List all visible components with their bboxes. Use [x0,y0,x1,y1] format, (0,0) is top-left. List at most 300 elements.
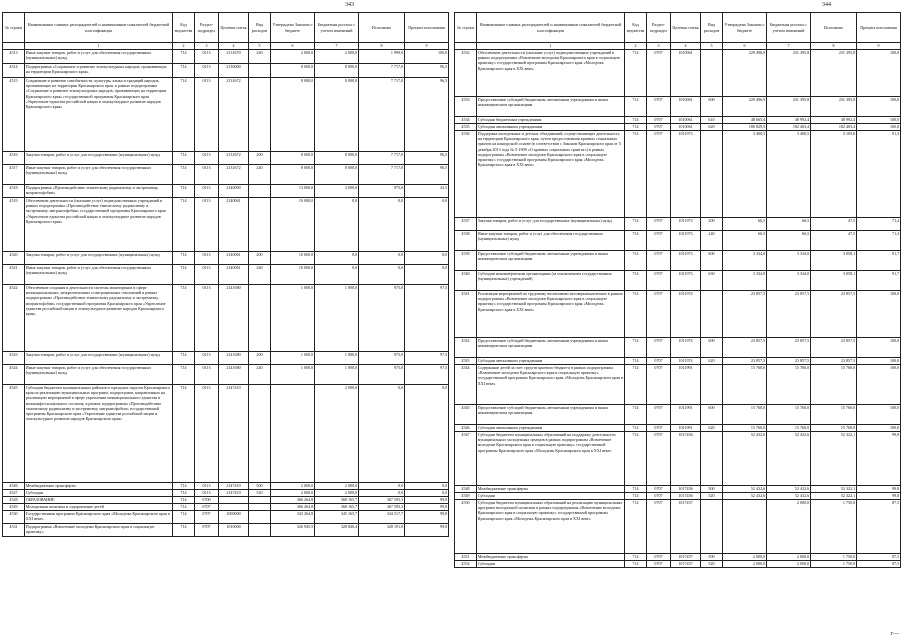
row-name: Субсидии бюджетам муниципальных районов и городских округов Красноярского края на реализацию муниципальных программ, подпрограмм, направленных на реализацию мероприятий в сфере укрепления межнационального единства и межконфессионального согласия, в рамках подпрограммы «Противодействие этническому радикализму и экстремизму, мигрантофобии» государственной программы Красноярского края «Укрепление единства российской нации и этнокультурное развитие народов Красноярского края» [25,384,173,482]
dept-code: 714 [173,151,195,164]
budget-list-amount: 3 334,0 [767,270,811,290]
approved-amount: 180 829,5 [723,123,767,130]
column-number: 9 [405,43,449,50]
row-number: 4542 [455,337,477,357]
expense-type: 240 [249,364,271,384]
approved-amount: 3 334,0 [723,270,767,290]
budget-list-amount: 15 760,0 [767,364,811,404]
dept-code: 714 [625,123,647,130]
approved-amount: 2 000,0 [271,49,315,63]
expense-type: 520 [701,492,723,499]
dept-code: 714 [625,431,647,485]
dept-code: 714 [173,63,195,77]
column-number: 3 [647,43,671,50]
executed-amount: 0,0 [359,482,405,489]
dept-code: 714 [625,553,647,560]
table-row [455,553,901,560]
budget-list-amount: 8 000,0 [315,151,359,164]
executed-amount: 15 760,0 [811,424,857,431]
header-cell: Целевая статья [671,13,701,43]
row-name: Межбюджетные трансферты [25,482,173,489]
execution-percent: 99,8 [405,510,449,523]
executed-amount: 231 395,8 [811,96,857,116]
approved-amount: 15 760,0 [723,424,767,431]
execution-percent: 97,5 [405,364,449,384]
executed-amount: 0,0 [359,384,405,482]
expense-type: 620 [701,357,723,364]
executed-amount: 975,0 [359,351,405,364]
row-name: Иные закупки товаров, работ и услуг для обеспечения государственных (муниципальных) нужд [25,49,173,63]
target-item: 1000000 [219,510,249,523]
section-code: 0113 [195,164,219,184]
dept-code: 714 [625,357,647,364]
table-row [455,230,901,250]
table-row [3,384,449,482]
table-row [455,116,901,123]
target-item: 1010061 [671,96,701,116]
dept-code: 714 [625,560,647,567]
row-name: Иные закупки товаров, работ и услуг для обеспечения государственных (муниципальных) нужд [477,230,625,250]
dept-code: 714 [625,492,647,499]
budget-list-amount: 231 395,8 [767,49,811,96]
budget-list-amount: 3 334,0 [767,250,811,270]
column-number: 9 [857,43,901,50]
target-item: 2131672 [219,164,249,184]
table-row [3,197,449,251]
row-number: 4533 [455,96,477,116]
table-row [3,523,449,536]
right-page [454,12,900,568]
budget-list-amount: 182 403,4 [767,123,811,130]
table-row [3,510,449,523]
execution-percent: 99,8 [405,496,449,503]
column-number: 4 [219,43,249,50]
budget-list-amount: 328 846,4 [315,523,359,536]
column-number: 7 [315,43,359,50]
table-row [455,492,901,499]
row-number: 4525 [3,384,25,482]
approved-amount: 23 857,5 [723,357,767,364]
header-cell: Процент исполнения [405,13,449,43]
table-row [3,264,449,284]
row-number: 4528 [3,496,25,503]
expense-type: 200 [249,251,271,264]
target-item: 2141680 [219,351,249,364]
execution-percent: 99,8 [857,492,901,499]
row-number: 4545 [455,404,477,424]
row-number: 4537 [455,217,477,230]
executed-amount: 182 403,4 [811,123,857,130]
approved-amount: 366 264,8 [271,503,315,510]
approved-amount: 8 000,0 [271,77,315,151]
column-number: 7 [767,43,811,50]
section-code: 0707 [647,364,671,404]
row-name: Закупка товаров, работ и услуг для государственных (муниципальных) нужд [25,151,173,164]
column-number: 1 [477,43,625,50]
target-item: 1017457 [671,499,701,553]
table-row [455,217,901,230]
execution-percent: 0,0 [405,384,449,482]
dept-code: 714 [625,485,647,492]
row-name: Субсидии бюджетам муниципальных образований на поддержку деятельности муниципальных молодежных центров в рамках подпрограммы «Вовлечение молодежи Красноярского края в социальную практику» государственной программы Красноярского края «Молодежь Красноярского края в XXI веке» [477,431,625,485]
expense-type: 240 [249,49,271,63]
header-cell: Целевая статья [219,13,249,43]
table-row [3,63,449,77]
target-item: 1010061 [671,123,701,130]
budget-list-amount: 368 165,7 [315,496,359,503]
executed-amount: 1 999,0 [359,49,405,63]
execution-percent: 99,8 [857,431,901,485]
expense-type: 200 [701,217,723,230]
approved-amount: 10 000,0 [271,264,315,284]
row-number: 4518 [3,184,25,197]
section-code: 0113 [195,351,219,364]
table-row [455,250,901,270]
budget-list-amount: 3 400,5 [767,130,811,217]
approved-amount: 1 000,0 [271,284,315,351]
left-header-row [3,13,449,43]
executed-amount: 344 517,7 [359,510,405,523]
header-cell: Бюджетная роспись с учетом изменений [767,13,811,43]
column-number: 5 [701,43,723,50]
dept-code: 714 [625,230,647,250]
table-row [3,351,449,364]
row-name: Иные закупки товаров, работ и услуг для обеспечения государственных (муниципальных) нужд [25,264,173,284]
column-number: 8 [811,43,857,50]
column-number: 2 [625,43,647,50]
table-row [455,424,901,431]
section-code: 0707 [647,270,671,290]
table-row [3,364,449,384]
page-number-right: 344 [822,2,831,8]
target-item: 1010000 [219,523,249,536]
column-number: 4 [671,43,701,50]
budget-list-amount: 345 165,7 [315,510,359,523]
expense-type [249,284,271,351]
execution-percent: 100,0 [857,96,901,116]
approved-amount: 10 000,0 [271,197,315,251]
expense-type: 200 [249,151,271,164]
executed-amount: 47,5 [811,230,857,250]
row-number: 4546 [455,424,477,431]
executed-amount: 47,5 [811,217,857,230]
row-name: Субсидии некоммерческим организациям (за исключением государственных (муниципальных) учреждений) [477,270,625,290]
budget-list-amount: 1 000,0 [315,351,359,364]
section-code: 0707 [647,49,671,96]
dept-code: 714 [625,250,647,270]
budget-list-amount: 48 992,4 [767,116,811,123]
dept-code: 714 [173,49,195,63]
approved-amount: 229 496,9 [723,96,767,116]
executed-amount: 975,0 [359,364,405,384]
row-number: 4541 [455,290,477,337]
section-code: 0113 [195,284,219,351]
target-item: 1010061 [671,49,701,96]
row-name: Подпрограмма «Противодействие этническому радикализму и экстремизму, мигрантофобии» [25,184,173,197]
target-item: 2141680 [219,364,249,384]
execution-percent: 99,8 [405,523,449,536]
header-cell: Наименование главных распорядителей и наименование показателей бюджетной классификации [25,13,173,43]
approved-amount: 66,5 [723,230,767,250]
column-number: 1 [25,43,173,50]
left-table-body [3,49,449,536]
table-row [455,337,901,357]
execution-percent: 0,0 [405,197,449,251]
row-name: Предоставление субсидий бюджетным, автономным учреждениям и иным некоммерческим организациям [477,96,625,116]
target-item: 2140061 [219,264,249,284]
executed-amount: 7 717,0 [359,164,405,184]
table-row [455,357,901,364]
table-row [455,123,901,130]
target-item: 1011974 [671,290,701,337]
target-item: 1017456 [671,431,701,485]
execution-percent: 0,0 [405,251,449,264]
table-row [455,49,901,96]
executed-amount: 1 750,0 [811,560,857,567]
approved-amount: 8 000,0 [271,63,315,77]
row-number: 4540 [455,270,477,290]
section-code: 0707 [647,431,671,485]
execution-percent: 100,0 [857,357,901,364]
budget-list-amount: 0,0 [315,197,359,251]
table-row [455,485,901,492]
row-name: Субсидии [25,489,173,496]
header-cell: Процент исполнения [857,13,901,43]
column-number [455,43,477,50]
execution-percent: 96,5 [405,63,449,77]
dept-code: 714 [625,270,647,290]
budget-list-amount: 0,0 [315,251,359,264]
right-header-row [455,13,901,43]
execution-percent: 100,0 [857,123,901,130]
row-number: 4544 [455,364,477,404]
table-row [3,77,449,151]
budget-list-amount: 8 000,0 [315,77,359,151]
section-code: 0707 [647,250,671,270]
budget-list-amount: 52 432,6 [767,492,811,499]
table-row [455,96,901,116]
executed-amount: 7 717,0 [359,77,405,151]
target-item: 1017456 [671,485,701,492]
section-code: 0707 [195,510,219,523]
dept-code: 714 [173,496,195,503]
dept-code: 714 [173,510,195,523]
section-code: 0707 [647,424,671,431]
expense-type: 520 [249,489,271,496]
row-number: 4536 [455,130,477,217]
budget-list-amount: 0,0 [315,264,359,284]
executed-amount: 328 191,0 [359,523,405,536]
target-item: 1011974 [671,337,701,357]
section-code: 0707 [647,217,671,230]
target-item: 1011991 [671,424,701,431]
left-column-number-row [3,43,449,50]
row-name: Субсидии [477,560,625,567]
dept-code: 714 [173,164,195,184]
section-code: 0113 [195,384,219,482]
dept-code: 714 [173,264,195,284]
budget-list-amount: 15 760,0 [767,404,811,424]
table-row [3,482,449,489]
executed-amount: 367 595,3 [359,503,405,510]
row-name: Субсидии бюджетным учреждениям [477,116,625,123]
expense-type [701,290,723,337]
target-item: 2131672 [219,151,249,164]
expense-type [249,63,271,77]
target-item: 2131670 [219,49,249,63]
section-code: 0113 [195,77,219,151]
execution-percent: 87,5 [857,553,901,560]
row-number: 4532 [455,49,477,96]
approved-amount: 23 857,5 [723,290,767,337]
row-name: Предоставление субсидий бюджетным, автономным учреждениям и иным некоммерческим организациям [477,250,625,270]
budget-list-amount: 2 000,0 [315,384,359,482]
table-row [3,284,449,351]
column-number: 6 [723,43,767,50]
header-cell: Бюджетная роспись с учетом изменений [315,13,359,43]
executed-amount: 975,0 [359,284,405,351]
target-item: 2147410 [219,482,249,489]
row-number: 4551 [455,553,477,560]
row-name: Закупка товаров, работ и услуг для государственных (муниципальных) нужд [25,251,173,264]
target-item: 2131672 [219,77,249,151]
expense-type: 620 [701,424,723,431]
row-name: Предоставление субсидий бюджетным, автономным учреждениям и иным некоммерческим организациям [477,337,625,357]
row-name: Предоставление субсидий бюджетным, автономным учреждениям и иным некоммерческим организациям [477,404,625,424]
expense-type [701,431,723,485]
section-code: 0707 [647,357,671,364]
execution-percent: 99,8 [405,503,449,510]
table-row [3,151,449,164]
expense-type: 620 [701,123,723,130]
row-number: 4552 [455,560,477,567]
approved-amount: 3 400,5 [723,130,767,217]
row-number: 4514 [3,63,25,77]
header-cell: Наименование главных распорядителей и наименование показателей бюджетной классификации [477,13,625,43]
section-code: 0707 [195,523,219,536]
right-table [454,12,901,568]
expense-type: 600 [701,96,723,116]
executed-amount: 3 058,1 [811,250,857,270]
table-row [455,364,901,404]
section-code: 0707 [647,290,671,337]
dept-code: 714 [173,489,195,496]
executed-amount: 52 322,1 [811,492,857,499]
budget-list-amount: 52 432,6 [767,431,811,485]
target-item: 2140000 [219,184,249,197]
executed-amount: 0,0 [359,251,405,264]
table-row [455,499,901,553]
executed-amount: 23 857,5 [811,290,857,337]
executed-amount: 0,0 [359,489,405,496]
right-column-number-row [455,43,901,50]
expense-type [249,384,271,482]
expense-type [249,496,271,503]
executed-amount: 7 717,0 [359,63,405,77]
approved-amount: 2 000,0 [271,489,315,496]
execution-percent: 96,5 [405,151,449,164]
section-code: 0707 [647,485,671,492]
dept-code: 714 [625,217,647,230]
executed-amount: 3 105,6 [811,130,857,217]
budget-list-amount: 1 000,0 [315,364,359,384]
approved-amount: 48 665,4 [723,116,767,123]
right-table-body [455,49,901,567]
row-name: Обеспечение деятельности (оказание услуг) подведомственных учреждений в рамках подпрограммы «Противодействие этническому радикализму и экстремизму, мигрантофобии» государственной программы Красноярского края «Укрепление единства российской нации и этнокультурное развитие народов Красноярского края» [25,197,173,251]
section-code: 0113 [195,63,219,77]
target-item: 1011991 [671,364,701,404]
row-number: 4521 [3,264,25,284]
executed-amount: 1 750,0 [811,499,857,553]
dept-code: 714 [173,251,195,264]
section-code: 0113 [195,184,219,197]
budget-list-amount: 3 000,0 [315,184,359,197]
execution-percent: 100,0 [857,337,901,357]
approved-amount: 52 432,6 [723,485,767,492]
section-code: 0113 [195,151,219,164]
approved-amount: 1 000,0 [271,364,315,384]
execution-percent: 0,0 [405,264,449,284]
row-name: ОБРАЗОВАНИЕ [25,496,173,503]
header-cell: Вид расходов [249,13,271,43]
approved-amount: 2 000,0 [723,560,767,567]
row-number: 4529 [3,503,25,510]
execution-percent: 100,0 [857,364,901,404]
budget-list-amount: 2 000,0 [767,499,811,553]
row-number: 4530 [3,510,25,523]
section-code: 0707 [647,492,671,499]
execution-percent: 100,0 [857,49,901,96]
expense-type: 240 [701,230,723,250]
execution-percent: 100,0 [857,290,901,337]
target-item: 1011973 [671,250,701,270]
execution-percent: 71,4 [857,230,901,250]
row-name: Субсидии автономным учреждениям [477,357,625,364]
table-row [455,130,901,217]
executed-amount: 23 857,5 [811,337,857,357]
executed-amount: 15 760,0 [811,404,857,424]
budget-list-amount: 23 857,5 [767,357,811,364]
execution-percent: 100,0 [857,404,901,424]
section-code: 0113 [195,482,219,489]
approved-amount: 3 334,0 [723,250,767,270]
header-cell: № строки [455,13,477,43]
table-row [3,496,449,503]
execution-percent: 91,7 [857,250,901,270]
executed-amount: 367 595,3 [359,496,405,503]
execution-percent: 100,0 [857,116,901,123]
row-number: 4548 [455,485,477,492]
dept-code: 714 [625,49,647,96]
dept-code: 714 [625,404,647,424]
execution-percent: 87,5 [857,499,901,553]
section-code: 0707 [647,404,671,424]
section-code: 0707 [647,130,671,217]
header-cell: Код ведомства [625,13,647,43]
execution-percent: 91,7 [857,270,901,290]
expense-type [249,510,271,523]
expense-type: 610 [701,116,723,123]
row-name: Иные закупки товаров, работ и услуг для обеспечения государственных (муниципальных) нужд [25,364,173,384]
approved-amount: 8 000,0 [271,151,315,164]
table-row [455,404,901,424]
section-code: 0707 [647,96,671,116]
row-name: Межбюджетные трансферты [477,485,625,492]
row-number: 4513 [3,49,25,63]
executed-amount: 23 857,5 [811,357,857,364]
approved-amount: 2 000,0 [723,553,767,560]
table-row [3,184,449,197]
